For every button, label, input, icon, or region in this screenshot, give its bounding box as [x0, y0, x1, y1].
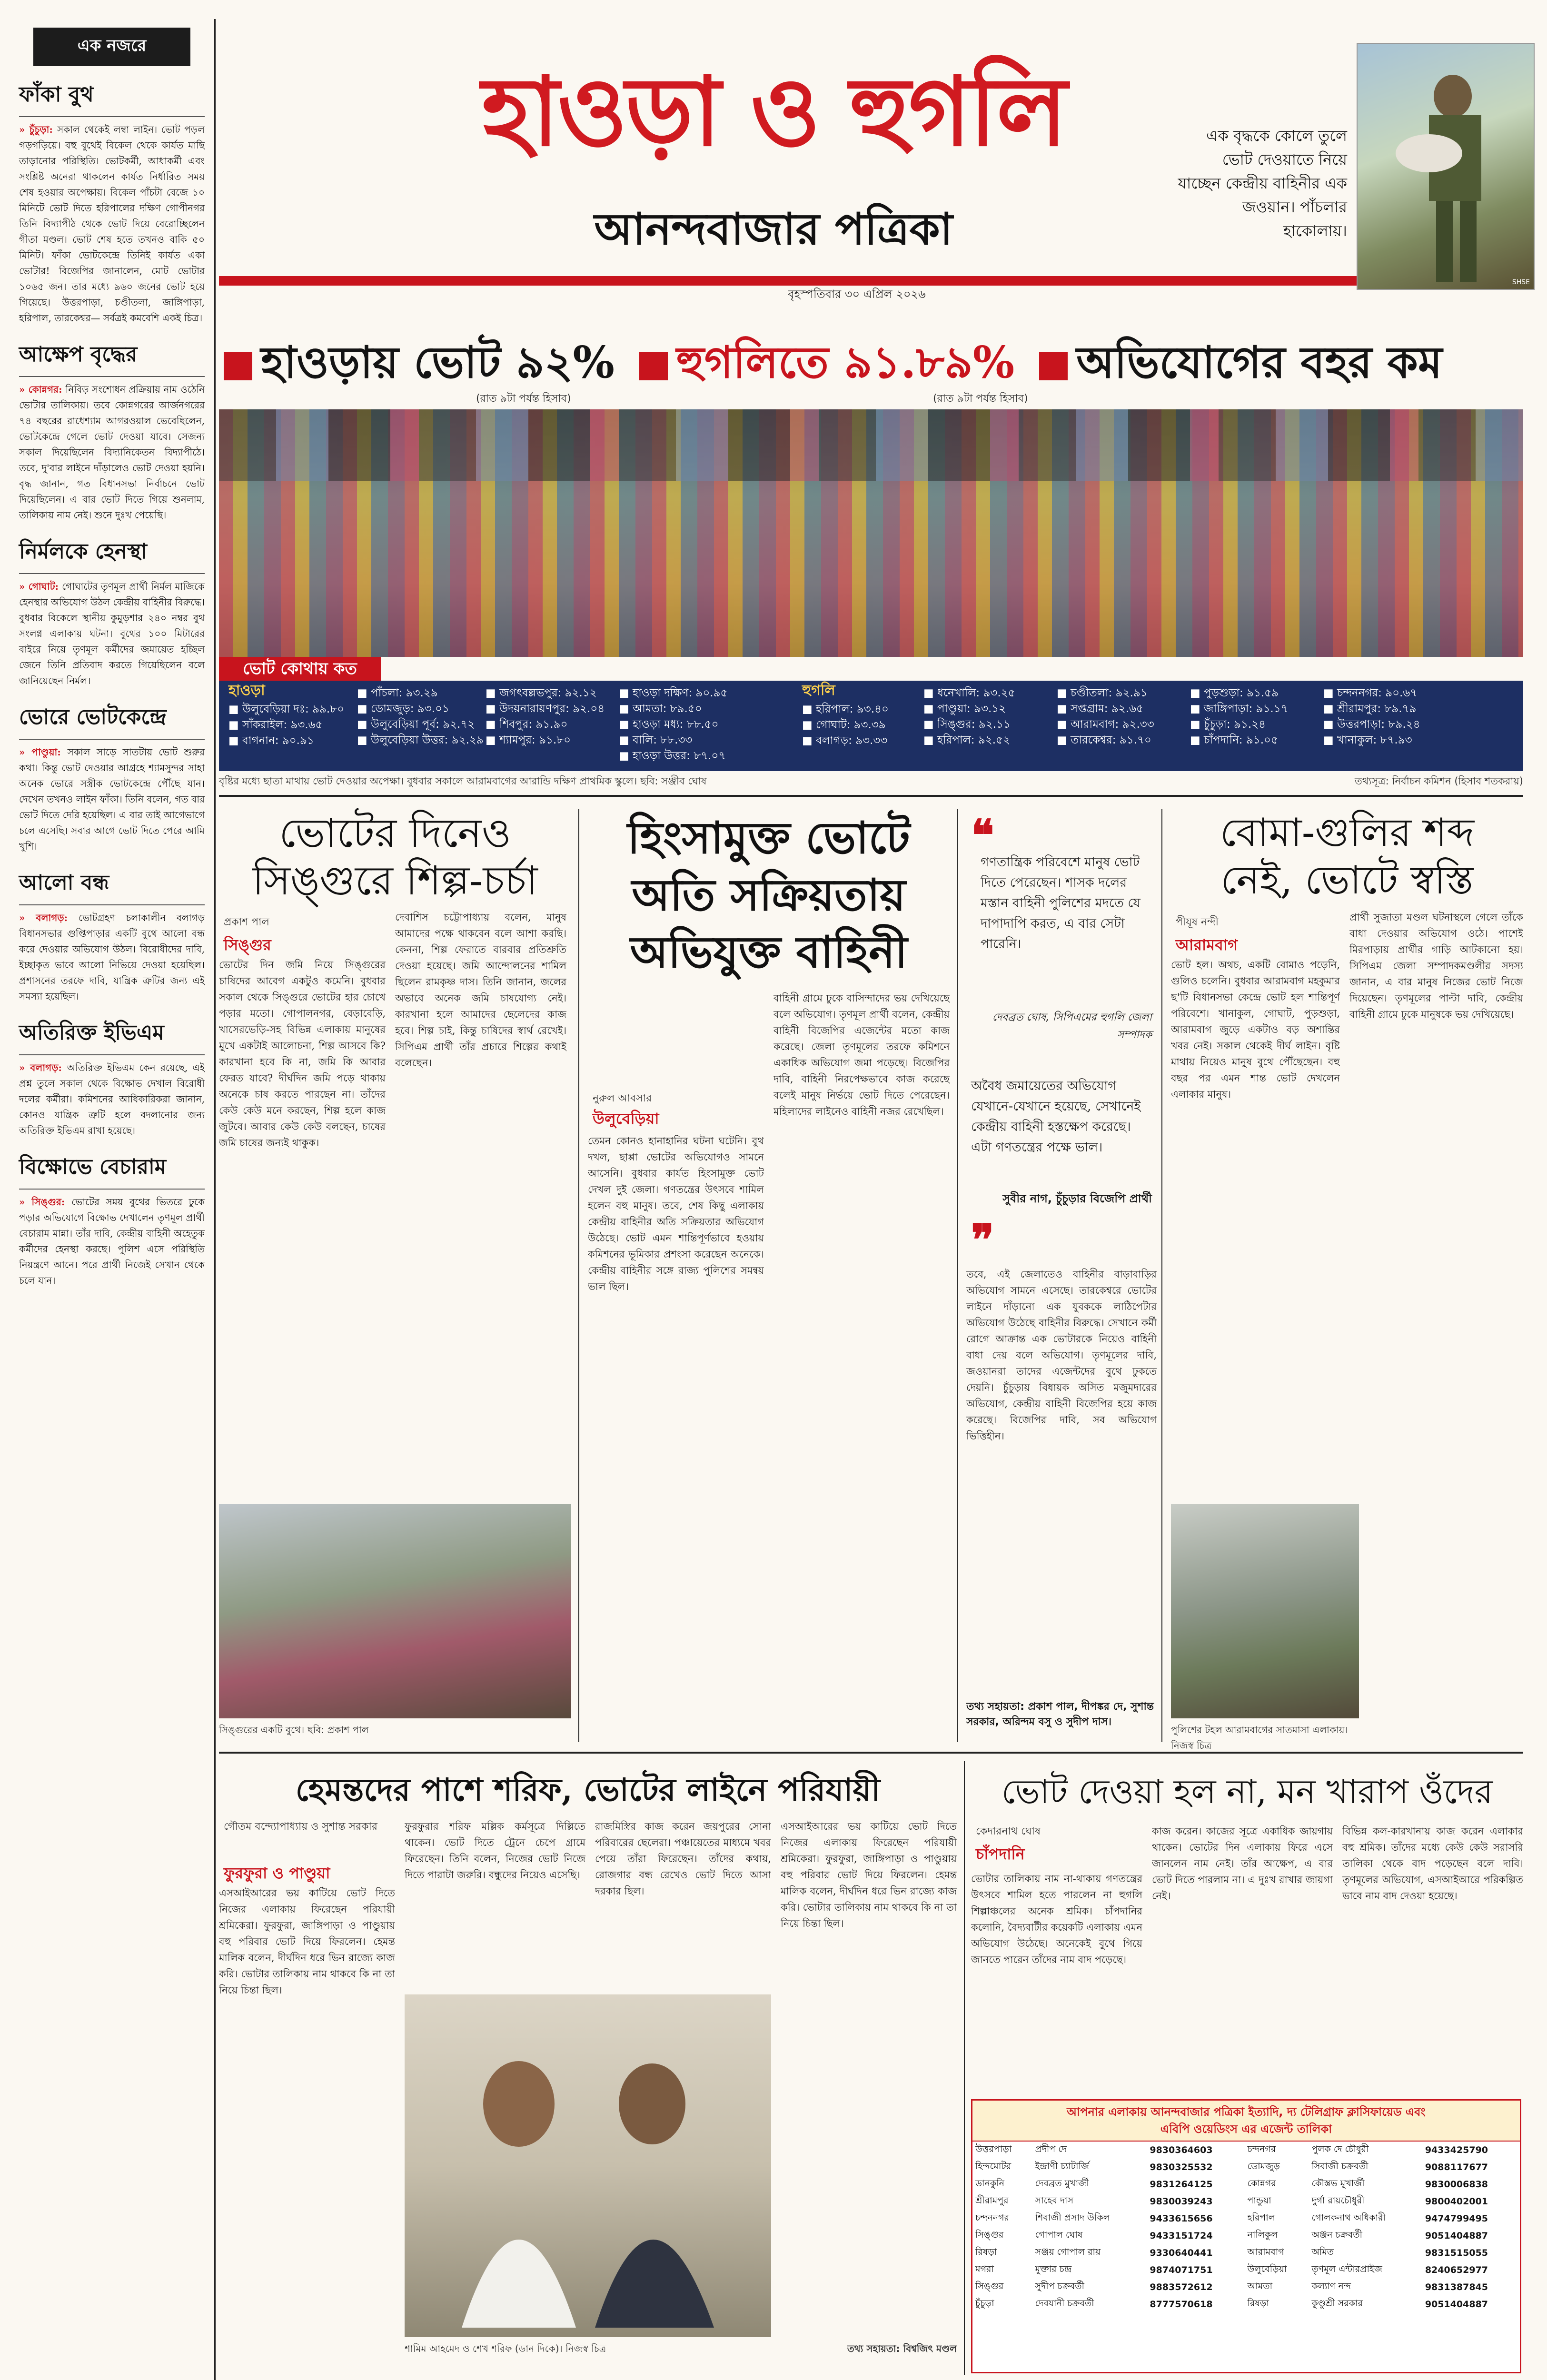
agent-phone: 9831387845: [1425, 2282, 1488, 2292]
sidebar-item-place: » বলাগড়:: [19, 1062, 67, 1073]
quote-close-icon: ❞: [971, 1215, 994, 1265]
story5-body-col1: এসআইআরের ভয় কাটিয়ে ভোট দিতে নিজের এলাকায় ফিরেছেন পরিযায়ী শ্রমিকেরা। ফুরফুরা, জাঙ্গিপাড়া ও পাণ্ডুয়ায় বহু পরিবার ভোট দিয়ে ফিরলেন। হেমন্ত মালিক বলেন, দীর্ঘদিন ধরে ভিন রাজ্যে কাজ করি। ভোটার তালিকায় নাম থাকবে কি না তা নিয়ে চিন্তা ছিল।: [219, 1887, 395, 1996]
story5-photo: [405, 1994, 771, 2337]
result-entry: ■ চাঁপদানি: ৯১.০৫: [1190, 734, 1278, 746]
agent-phone: 9433425790: [1425, 2145, 1488, 2155]
story2-byline: নুরুল আবসার: [593, 1092, 652, 1104]
agent-name: তৃণমূল এন্টারপ্রাইজ: [1311, 2264, 1382, 2274]
agent-phone: 9088117677: [1425, 2162, 1488, 2172]
agent-row: [972, 2210, 1520, 2227]
sidebar-item-body: [19, 382, 205, 523]
story2-headline-line1: হিংসামুক্ত ভোটে: [627, 812, 910, 863]
agent-area: ডানকুনি: [975, 2178, 1004, 2189]
result-entry: ■ আমতা: ৮৯.৫০: [619, 703, 702, 715]
result-entry: ■ চণ্ডীতলা: ৯২.৯১: [1057, 687, 1148, 699]
sidebar-item-heading: আলো বন্ধ: [19, 867, 205, 905]
agent-area: ডোমজুড়: [1247, 2161, 1280, 2172]
agent-phone: 9830364603: [1150, 2145, 1213, 2155]
result-entry: ■ জগৎবল্লভপুর: ৯২.১২: [486, 687, 597, 699]
quote1-text: গণতান্ত্রিক পরিবেশে মানুষ ভোট দিতে পেরেছেন। শাসক দলের মস্তান বাহিনী পুলিশের মদতে যে দাপাদাপি করত, এ বার সেটা পারেনি।: [981, 855, 1140, 952]
result-entry: ■ বাগনান: ৯০.৯১: [228, 734, 314, 747]
agent-name: গোপাল ঘোষ: [1035, 2230, 1083, 2240]
results-column: [357, 685, 484, 748]
top-photo: [1357, 43, 1535, 290]
sidebar-item-text: সকাল সাড়ে সাতটায় ভোট শুরুর কথা। কিন্তু ভোট দেওয়ার আগ্রহে শ্যামসুন্দর সাহা অনেক ভোরে সস্ত্রীক ভোটকেন্দ্রে পৌঁছে যান। দেখেন তখনও লাইন ফাঁকা। তিনি বলেন, গত বার ভোট দিতে দেরি হয়েছিল। এ বার তাই আগেভাগে চলে এসেছি। সবার আগে ভোট দিতে পেরে আমি খুশি।: [19, 746, 205, 852]
result-entry: ■ শ্যামপুর: ৯১.৮০: [486, 734, 571, 746]
agent-row: [972, 2227, 1520, 2244]
story2-place: উলুবেড়িয়া: [593, 1110, 659, 1128]
sidebar-item-place: » সিঙ্গুর:: [19, 1196, 72, 1208]
result-entry: ■ বালি: ৮৮.৩৩: [619, 734, 693, 746]
story2-body-col2: বাহিনী গ্রামে ঢুকে বাসিন্দাদের ভয় দেখিয়েছে বলে অভিযোগ। তৃণমূল প্রার্থী বলেন, কেন্দ্রীয় বাহিনী বিজেপির এজেন্টের মতো কাজ করেছে। জেলা তৃণমূলের তরফে কমিশনে একাধিক অভিযোগ জমা পড়েছে। বিজেপির দাবি, বাহিনী নিরপেক্ষভাবে কাজ করেছে বলেই মানুষ নির্ভয়ে ভোট দিতে পেরেছেন। মহিলাদের লাইনেও বাহিনী নজর রেখেছিল।: [774, 992, 950, 1117]
agent-phone: 9330640441: [1150, 2248, 1213, 2258]
agent-row: [972, 2261, 1520, 2279]
result-entry: ■ উলুবেড়িয়া পূর্ব: ৯২.৭২: [357, 718, 475, 731]
result-entry: ■ হরিপাল: ৯২.৫২: [923, 734, 1010, 746]
agent-phone: 9051404887: [1425, 2299, 1488, 2310]
story2-body-col1: তেমন কোনও হানাহানির ঘটনা ঘটেনি। বুথ দখল, ছাপ্পা ভোটের অভিযোগও সামনে আসেনি। বুধবার কার্যত হিংসামুক্ত ভোট দেখল দুই জেলা। গণতন্ত্রের উৎসবে শামিল হলেন বহু মানুষ। তবে, শেষ কিছু এলাকায় কেন্দ্রীয় বাহিনীর অতি সক্রিয়তার অভিযোগ উঠেছে। ভোট এমন শান্তিপূর্ণভাবে হওয়ায় কমিশনের ভূমিকার প্রশংসা করেছেন অনেকে। কেন্দ্রীয় বাহিনীর সঙ্গে রাজ্য পুলিশের সমন্বয় ভাল ছিল।: [588, 1135, 764, 1292]
agent-name: সিবাজী চক্রবর্তী: [1311, 2161, 1368, 2172]
agent-name: সঞ্জয় গোপাল রায়: [1035, 2247, 1101, 2257]
result-entry: ■ আরামবাগ: ৯২.৩৩: [1057, 718, 1154, 731]
agent-row: [972, 2142, 1520, 2159]
sidebar-item-body: [19, 910, 205, 1004]
masthead-title: হাওড়া ও হুগলি: [481, 56, 1066, 168]
story1-headline: [219, 809, 571, 904]
quote2-text: অবৈধ জমায়েতের অভিযোগ যেখানে-যেখানে হয়েছে, সেখানেই কেন্দ্রীয় বাহিনী হস্তক্ষেপ করেছে। এটা গণতন্ত্রের পক্ষে ভাল।: [971, 1079, 1141, 1155]
results-column: [802, 702, 889, 749]
story6-place: চাঁপদানি: [976, 1845, 1025, 1863]
agent-phone: 9831264125: [1150, 2179, 1213, 2190]
main-headline: [224, 328, 1528, 402]
result-entry: ■ সাঁকরাইল: ৯৩.৬৫: [228, 719, 323, 731]
agent-name: শিবাজী প্রসাদ উকিল: [1035, 2212, 1110, 2223]
story6-byline: কেদারনাথ ঘোষ: [976, 1825, 1041, 1837]
agent-phone: 9830325532: [1150, 2162, 1213, 2172]
result-entry: ■ হরিপাল: ৯৩.৪০: [802, 703, 889, 715]
story3-credit: তথ্য সহায়তা: প্রকাশ পাল, দীপঙ্কর দে, সুশান্ত সরকার, অরিন্দম বসু ও সুদীপ দাস।: [966, 1701, 1154, 1728]
headline-note-hooghly: (রাত ৯টা পর্যন্ত হিসাব): [933, 393, 1028, 405]
masthead-subtitle: আনন্দবাজার পত্রিকা: [594, 203, 953, 255]
agent-area: সিঙ্গুর: [975, 2281, 1004, 2291]
agent-phone: 9800402001: [1425, 2196, 1488, 2207]
agent-row: [972, 2244, 1520, 2261]
headline-hooghly: হুগলিতে ৯১.৮৯%: [676, 337, 1015, 388]
result-entry: ■ উলুবেড়িয়া দঃ: ৯৯.৮০: [228, 703, 345, 715]
sidebar-item-body: [19, 122, 205, 326]
agent-area: সিঙ্গুর: [975, 2230, 1004, 2240]
results-tag: ভোট কোথায় কত: [219, 657, 381, 681]
story4-byline: পীযূষ নন্দী: [1176, 916, 1219, 928]
agent-name: কুণ্ডুশ্রী সরকার: [1311, 2298, 1363, 2309]
agent-area: চন্দননগর: [975, 2212, 1010, 2223]
sidebar-item-text: ভোটগ্রহণ চলাকালীন বলাগড় বিধানসভার গুপ্তিপাড়ার একটি বুথে আলো বন্ধ করে দেওয়ার অভিযোগ উঠল। বিরোধীদের দাবি, ইচ্ছাকৃত ভাবে আলো নিভিয়ে দেওয়া হয়েছিল। প্রশাসনের তরফে দাবি, যান্ত্রিক ত্রুটির জন্য এই সমস্যা হয়েছিল।: [19, 912, 205, 1002]
story1-body-col2: দেবাশিস চট্টোপাধ্যায় বলেন, মানুষ আমাদের পক্ষে থাকবেন বলে আশা করছি। কেননা, শিল্প ফেরাতে বারবার প্রতিশ্রুতি দেওয়া হয়েছে। জমি আন্দোলনের শামিল ছিলেন রামকৃষ্ণ দাস। তিনি জানান, জলের অভাবে অনেক জমি চাষযোগ্য নেই। কারখানা হলে আমাদের ছেলেদের কাজ হবে। শিল্প চাই, কিন্তু চাষিদের স্বার্থ রেখেই। সিপিএম প্রার্থী তাঁর প্রচারে শিল্পের কথাই বলেছেন।: [395, 912, 566, 1069]
result-entry: ■ পাঁচলা: ৯৩.২৯: [357, 687, 438, 699]
column-rule: [957, 809, 958, 1742]
bullet-square: [224, 352, 252, 380]
result-entry: ■ সপ্তগ্রাম: ৯২.৬৫: [1057, 703, 1143, 715]
agent-area: চুঁচুড়া: [975, 2298, 994, 2309]
result-entry: ■ ডোমজুড়: ৯৩.০১: [357, 703, 449, 715]
story4-body-col2: প্রার্থী সুজাতা মণ্ডল ঘটনাস্থলে গেলে তাঁকে বাধা দেওয়ার অভিযোগ ওঠে। পাশেই মিরপাড়ায় প্রার্থীর গাড়ি আটকানো হয়। সিপিএম জেলা সম্পাদকমণ্ডলীর সদস্য জানান, এ বার মানুষ নিজের ভোট নিজে দিয়েছেন। তৃণমূলের পাল্টা দাবি, কেন্দ্রীয় বাহিনী গ্রামে ঢুকে মানুষকে ভয় দেখিয়েছে।: [1349, 912, 1523, 1020]
agent-phone: 9831515055: [1425, 2248, 1488, 2258]
agent-name: অঞ্জন চক্রবর্তী: [1311, 2230, 1362, 2240]
agent-area: চন্দনগর: [1247, 2144, 1276, 2154]
agent-phone: 9433615656: [1150, 2213, 1213, 2224]
story5-body-col4: এসআইআরের ভয় কাটিয়ে ভোট দিতে নিজের এলাকায় ফিরেছেন পরিযায়ী শ্রমিকেরা। ফুরফুরা, জাঙ্গিপাড়া ও পাণ্ডুয়ায় বহু পরিবার ভোট দিয়ে ফিরলেন। হেমন্ত মালিক বলেন, দীর্ঘদিন ধরে ভিন রাজ্যে কাজ করি। ভোটার তালিকায় নাম থাকবে কি না তা নিয়ে চিন্তা ছিল।: [781, 1821, 957, 1929]
story5-headline: হেমন্তদের পাশে শরিফ, ভোটের লাইনে পরিযায়ী: [295, 1771, 881, 1808]
sidebar-item-text: অতিরিক্ত ইভিএম কেন রয়েছে, এই প্রশ্ন তুলে সকাল থেকে বিক্ষোভ দেখাল বিরোধী দলের কর্মীরা। কমিশনের আধিকারিকরা জানান, কোনও যান্ত্রিক ত্রুটি হলে বদলানোর জন্য অতিরিক্ত ইভিএম রাখা হয়েছে।: [19, 1062, 205, 1136]
agent-area: আমতা: [1247, 2281, 1272, 2291]
result-entry: ■ জাঙ্গিপাড়া: ৯১.১৭: [1190, 703, 1288, 715]
agent-area: হিন্দমোটর: [975, 2161, 1012, 2172]
agent-area: নালিকুল: [1247, 2230, 1278, 2240]
result-entry: ■ উলুবেড়িয়া উত্তর: ৯২.২৯: [357, 734, 484, 746]
sidebar-item-place: » বলাগড়:: [19, 912, 79, 923]
story5-place: ফুরফুরা ও পাণ্ডুয়া: [224, 1864, 330, 1882]
story4-headline-line2: নেই, ভোটে স্বস্তি: [1220, 858, 1474, 903]
story2-headline-line3: অভিযুক্ত বাহিনী: [630, 926, 908, 978]
agent-name: সুদীপ চক্রবর্তী: [1035, 2281, 1084, 2291]
sidebar-item-text: সকাল থেকেই লম্বা লাইন। ভোট পড়ল গড়গড়িয়ে। বহু বুথেই বিকেল থেকে কার্যত মাছি তাড়ানোর পরিস্থিতি। ভোটকর্মী, আধাকর্মী এবং সংশ্লিষ্ট অনেরা থাকলেন কার্যত নির্ধারিত সময় শেষ হওয়ার অপেক্ষায়। বিকেল পাঁচটা বেজে ১০ মিনিটে ভোট দিতে হরিপালের দক্ষিণ গোপীনগর তিনি বিদ্যাপীঠ থেকে ভোট দিয়ে বেরোচ্ছিলেন গীতা মণ্ডল। ভোট শেষ হতে তখনও বাকি ৫০ মিনিট। ফাঁকা ভোটকেন্দ্রে তিনিই কার্যত একা ভোটার! বিজেপির জানালেন, মোট ভোটার ১০৬৫ জন। তার মধ্যে ৯৬০ জনের ভোট হয়ে গিয়েছে। উত্তরপাড়া, চণ্ডীতলা, জাঙ্গিপাড়া, হরিপাল, তারকেশ্বর— সর্বত্রই কমবেশি একই চিত্র।: [19, 124, 205, 324]
result-entry: ■ হাওড়া মধ্য: ৮৮.৫০: [619, 718, 719, 731]
main-photo-umbrellas: [219, 409, 1523, 481]
agent-area: কোন্নগর: [1247, 2178, 1276, 2189]
sidebar-item-heading: বিক্ষোভে বেচারাম: [19, 1151, 205, 1190]
result-entry: ■ চুঁচুড়া: ৯১.২৪: [1190, 718, 1266, 731]
agent-area: আরামবাগ: [1247, 2247, 1284, 2257]
agent-phone: 9051404887: [1425, 2231, 1488, 2241]
agent-area: শ্রীরামপুর: [975, 2195, 1009, 2206]
agent-area: রিষড়া: [975, 2247, 997, 2257]
headline-howrah: হাওড়ায় ভোট ৯২%: [261, 337, 615, 388]
sidebar-item-heading: অতিরিক্ত ইভিএম: [19, 1017, 205, 1055]
result-entry: ■ বলাগড়: ৯৩.৩৩: [802, 734, 888, 747]
results-column: [486, 685, 605, 748]
story4-headline-line1: বোমা-গুলির শব্দ: [1220, 810, 1475, 855]
story4-place: আরামবাগ: [1176, 936, 1238, 954]
agent-phone: 9433151724: [1150, 2231, 1213, 2241]
results-hooghly-label: হুগলি: [802, 682, 835, 699]
story1-body-col1: ভোটের দিন জমি নিয়ে সিঙ্গুরের চাষিদের আবেগ একটুও কমেনি। বুধবার সকাল থেকে সিঙ্গুরে ভোটের হার চোখে পড়ার মতো। গোপালনগর, বেড়াবেড়ি, খাসেরভেড়ি-সহ বিভিন্ন এলাকায় মানুষের মুখে একটাই আলোচনা, শিল্প আসবে কি? কারখানা হবে কি না, জমি কি আবার ফেরত যাবে? দীর্ঘদিন জমি পড়ে থাকায় অনেকে চাষ করতে পারছেন না। তাঁদের কেউ কেউ মনে করছেন, শিল্প হলে কাজ জুটবে। আবার কেউ কেউ বলছেন, চাষের জমি চাষের জন্যই থাকুক।: [219, 959, 386, 1149]
story1-place: সিঙ্গুর: [224, 936, 271, 954]
story5-body-col3: রাজমিস্ত্রির কাজ করেন জয়পুরের সোনা পরিবারের ছেলেরা। পঞ্চায়েতের মাধ্যমে খবর পেয়ে তাঁরা ফিরেছেন। তাঁদের কথায়, রোজগার বন্ধ রেখেও ভোট দিতে আসা দরকার ছিল।: [595, 1821, 771, 1897]
result-entry: ■ তারকেশ্বর: ৯১.৭০: [1057, 734, 1151, 746]
agent-name: কৌস্তভ মুখার্জী: [1311, 2178, 1365, 2189]
story5-credit: তথ্য সহায়তা: বিশ্বজিৎ মণ্ডল: [847, 2343, 957, 2354]
agent-phone: 9830039243: [1150, 2196, 1213, 2207]
agent-area: উত্তরপাড়া: [975, 2144, 1012, 2154]
agent-area: পান্ডুয়া: [1247, 2195, 1271, 2206]
agent-name: কল্যাণ নন্দ: [1311, 2281, 1351, 2291]
sidebar-list: [19, 79, 205, 1289]
story1-caption: সিঙ্গুরের একটি বুথে। ছবি: প্রকাশ পাল: [219, 1724, 369, 1735]
sidebar-item-place: » কোন্নগর:: [19, 384, 66, 395]
result-entry: ■ শিবপুর: ৯১.৯০: [486, 718, 568, 731]
result-entry: ■ উত্তরপাড়া: ৮৯.২৪: [1323, 718, 1420, 731]
agent-name: দেবযানী চক্রবর্তী: [1035, 2298, 1094, 2309]
sidebar-tag: এক নজরে: [33, 28, 190, 66]
headline-complaints: অভিযোগের বহর কম: [1076, 337, 1442, 388]
story4-body-col1: ভোট হল। অথচ, একটি বোমাও পড়েনি, গুলিও চলেনি। বুধবার আরামবাগ মহকুমার ছ'টি বিধানসভা কেন্দ্রে ভোট হল শান্তিপূর্ণ পরিবেশে। খানাকুল, গোঘাট, পুড়শুড়া, আরামবাগ জুড়ে একটাও বড় অশান্তির খবর নেই। সকাল থেকেই দীর্ঘ লাইন। বৃষ্টি মাথায় নিয়েও মানুষ বুথে পৌঁছেছেন। বহু বছর পর এমন শান্ত ভোট দেখলেন এলাকার মানুষ।: [1171, 959, 1340, 1100]
results-column: [619, 685, 727, 764]
agent-phone: 9474799495: [1425, 2213, 1488, 2224]
agent-phone: 9883572612: [1150, 2282, 1213, 2292]
photo-code: SHSE: [1512, 278, 1530, 286]
results-column: [1057, 685, 1154, 748]
sidebar: [19, 19, 216, 2380]
result-entry: ■ হাওড়া উত্তর: ৮৭.০৭: [619, 750, 726, 762]
story6-headline: ভোট দেওয়া হল না, মন খারাপ ওঁদের: [1001, 1772, 1493, 1811]
agent-area: হরিপাল: [1247, 2212, 1275, 2223]
results-howrah-label: হাওড়া: [228, 682, 265, 699]
agent-phone: 8777570618: [1150, 2299, 1213, 2310]
results-source: তথ্যসূত্র: নির্বাচন কমিশন (হিসাব শতকরায়): [1355, 775, 1523, 787]
result-entry: ■ পাণ্ডুয়া: ৯৩.১২: [923, 703, 1006, 715]
result-entry: ■ খানাকুল: ৮৭.৯৩: [1323, 734, 1412, 746]
column-rule: [1161, 809, 1162, 1742]
sidebar-item-heading: আক্ষেপ বৃদ্ধের: [19, 338, 205, 377]
sidebar-item-body: [19, 1060, 205, 1139]
bullet-square: [1039, 352, 1068, 380]
results-column: [228, 702, 344, 749]
section-divider: [219, 1752, 1523, 1754]
agent-name: মুক্তার চন্দ্র: [1035, 2264, 1072, 2274]
quote1-author: দেবব্রত ঘোষ, সিপিএমের হুগলি জেলা সম্পাদক: [992, 1012, 1152, 1041]
quote2-author: সুবীর নাগ, চুঁচুড়ার বিজেপি প্রার্থী: [1002, 1192, 1152, 1205]
column-rule: [578, 809, 579, 1742]
section-divider: [219, 795, 1523, 797]
result-entry: ■ উদয়নারায়ণপুর: ৯২.০৪: [486, 703, 605, 715]
agent-name: দুর্গা রায়চৌধুরী: [1311, 2195, 1365, 2206]
story6-body-col1: ভোটার তালিকায় নাম না-থাকায় গণতন্ত্রের উৎসবে শামিল হতে পারলেন না হুগলি শিল্পাঞ্চলের অনেক শ্রমিক। চাঁপদানির কলোনি, বৈদ্যবাটীর কয়েকটি এলাকায় এমন অভিযোগ উঠেছে। অনেকেই বুথে গিয়ে জানতে পারেন তাঁদের নাম বাদ পড়েছে।: [971, 1873, 1142, 1965]
agent-area: উলুবেড়িয়া: [1247, 2264, 1287, 2274]
results-column: [1323, 685, 1420, 748]
agent-list-title-line2: এবিপি ওয়েডিংস এর এজেন্ট তালিকা: [1160, 2122, 1332, 2136]
story5-caption: শামিম আহমেদ ও শেখ শরিফ (ডান দিকে)। নিজস্ব চিত্র: [405, 2343, 606, 2354]
results-box: [219, 681, 1523, 771]
story2-headline-line2: অতি সক্রিয়তায়: [632, 869, 906, 921]
agent-name: ইন্দ্রাণী চ্যাটার্জি: [1035, 2161, 1089, 2172]
sidebar-item-heading: ফাঁকা বুথ: [19, 79, 205, 117]
dateline: বৃহস্পতিবার ৩০ এপ্রিল ২০২৬: [788, 288, 926, 301]
results-column: [923, 685, 1015, 748]
agent-row: [972, 2296, 1520, 2313]
agent-area: মগরা: [975, 2264, 994, 2274]
story4-photo: [1171, 1504, 1359, 1718]
agent-area: রিষড়া: [1247, 2298, 1269, 2309]
agent-list-box: [971, 2099, 1521, 2373]
agent-table: [972, 2142, 1520, 2313]
story1-byline: প্রকাশ পাল: [224, 916, 269, 928]
sidebar-item-body: [19, 579, 205, 689]
story6-body-col3: বিভিন্ন কল-কারখানায় কাজ করেন এলাকার বহু শ্রমিক। তাঁদের মধ্যে কেউ কেউ সরাসরি তালিকা থেকে বাদ পড়েছেন বলে দাবি। তৃণমূলের অভিযোগ, এসআইআরে পরিকল্পিত ভাবে নাম বাদ দেওয়া হয়েছে।: [1342, 1825, 1523, 1902]
story3-body: তবে, এই জেলাতেও বাহিনীর বাড়াবাড়ির অভিযোগ সামনে এসেছে। তারকেশ্বরে ভোটের লাইনে দাঁড়ানো এক যুবককে লাঠিপেটার অভিযোগ উঠেছে বাহিনীর বিরুদ্ধে। সেখানে কর্মী রোগে আক্রান্ত এক ভোটারকে নিয়েও বাহিনী বাধা দেয় বলে অভিযোগ। তৃণমূলের দাবি, জওয়ানরা তাদের এজেন্টদের বুথে ঢুকতে দেয়নি। চুঁচুড়ায় বিধায়ক অসিত মজুমদারের অভিযোগ, কেন্দ্রীয় বাহিনী বিজেপির হয়ে কাজ করেছে। বিজেপির দাবি, সব অভিযোগ ভিত্তিহীন।: [966, 1269, 1157, 1442]
agent-list-title: [972, 2101, 1520, 2142]
agent-phone: 9830006838: [1425, 2179, 1488, 2190]
agent-row: [972, 2176, 1520, 2193]
sidebar-item-place: » গোঘাট:: [19, 581, 62, 592]
sidebar-item-body: [19, 744, 205, 854]
sidebar-item-heading: ভোরে ভোটকেন্দ্রে: [19, 701, 205, 740]
column-rule: [964, 1761, 965, 2375]
story5-byline: গৌতম বন্দ্যোপাধ্যায় ও সুশান্ত সরকার: [224, 1821, 377, 1833]
story6-body-col2: কাজ করেন। কাজের সূত্রে একাধিক জায়গায় থাকেন। ভোটের দিন এলাকায় ফিরে এসে জানলেন নাম নেই। তাঁর আক্ষেপ, এ বার ভোট দিতে পারলাম না। এ দুঃখ রাখার জায়গা নেই।: [1152, 1825, 1333, 1902]
story5-body-col2: ফুরফুরার শরিফ মল্লিক কর্মসূত্রে দিল্লিতে থাকেন। ভোট দিতে ট্রেনে চেপে গ্রামে ফিরেছেন। তিনি বলেন, নিজের ভোট নিজে দিতে পারাটা জরুরি। বন্ধুদের নিয়েও এসেছি।: [405, 1821, 585, 1881]
two-men-portrait-image: [405, 1994, 771, 2337]
agent-name: পুলক দে চৌধুরী: [1311, 2144, 1369, 2154]
agent-name: গোলকনাথ অধিকারী: [1311, 2212, 1386, 2223]
result-entry: ■ গোঘাট: ৯৩.৩৯: [802, 719, 886, 731]
agent-name: সাহেব দাস: [1035, 2195, 1073, 2206]
results-column: [1190, 685, 1288, 748]
agent-phone: 9874071751: [1150, 2265, 1213, 2275]
sidebar-item-heading: নির্মলকে হেনস্থা: [19, 536, 205, 574]
agent-name: দেবব্রত মুখার্জী: [1035, 2178, 1089, 2189]
result-entry: ■ সিঙ্গুর: ৯২.১১: [923, 718, 1011, 731]
story1-headline-line1: ভোটের দিনেও: [279, 810, 511, 856]
agent-row: [972, 2159, 1520, 2176]
story4-headline: [1171, 809, 1523, 904]
agent-name: প্রদীপ দে: [1035, 2144, 1067, 2154]
story2-headline: [588, 809, 950, 981]
headline-note-howrah: (রাত ৯টা পর্যন্ত হিসাব): [476, 393, 571, 405]
agent-name: অমিত: [1311, 2247, 1334, 2257]
story1-photo: [219, 1504, 571, 1718]
agent-row: [972, 2279, 1520, 2296]
agent-list-title-line1: আপনার এলাকায় আনন্দবাজার পত্রিকা ইত্যাদি, দ্য টেলিগ্রাফ ক্লাসিফায়েড এবং: [1067, 2105, 1426, 2119]
dateline-bar: [219, 276, 1523, 286]
result-entry: ■ পুড়শুড়া: ৯১.৫৯: [1190, 687, 1279, 699]
sidebar-item-text: ভোটের সময় বুথের ভিতরে ঢুকে পড়ার অভিযোগে বিক্ষোভ দেখালেন তৃণমূল প্রার্থী বেচারাম মান্না। তাঁর দাবি, কেন্দ্রীয় বাহিনী অহেতুক কর্মীদের হেনস্থা করছে। পুলিশ এসে পরিস্থিতি নিয়ন্ত্রণে আনে। পরে প্রার্থী নিজেই সেখান থেকে চলে যান।: [19, 1196, 205, 1286]
sidebar-item-text: নিবিড় সংশোধন প্রক্রিয়ায় নাম ওঠেনি ভোটার তালিকায়। তবে কোন্নগরের আর্জনগরের ৭৪ বছরের রাধেশ্যাম আগরওয়াল ভেবেছিলেন, ভোটকেন্দ্রে গেলে ভোট দেওয়া যাবে। সেজন্য সকাল দিয়েছিলেন বিদ্যানিকেতন বিদ্যাপীঠে। তবে, দু'বার লাইনে দাঁড়ালেও ভোট দেওয়া হয়নি। বৃদ্ধ জানান, গত বিধানসভা নির্বাচনে ভোট দিয়েছিলেন। এ বার ভোট দিতে গিয়ে শুনলাম, তালিকায় নাম নেই। শুনে দুঃখ পেয়েছি।: [19, 384, 205, 521]
story1-headline-line2: সিঙ্গুরে শিল্প-চর্চা: [252, 857, 538, 904]
result-entry: ■ ধনেখালি: ৯৩.২৫: [923, 687, 1015, 699]
result-entry: ■ হাওড়া দক্ষিণ: ৯০.৯৫: [619, 687, 728, 699]
story4-caption: পুলিশের টহল আরামবাগের সাতমাসা এলাকায়। নিজস্ব চিত্র: [1171, 1724, 1348, 1751]
sidebar-item-body: [19, 1194, 205, 1289]
sidebar-item-text: গোঘাটের তৃণমূল প্রার্থী নির্মল মাজিকে হেনস্থার অভিযোগ উঠল কেন্দ্রীয় বাহিনীর বিরুদ্ধে। বুধবার বিকেলে স্থানীয় কুমুড়শার ২৪০ নম্বর বুথ সংলগ্ন এলাকায় ঘটনা। বুথের ১০০ মিটারের বাইরে নিয়ে তৃণমূল কর্মীদের জমায়েত হচ্ছিল জেনে তিনি প্রতিবাদ করতে গিয়েছিলেন বলে জানিয়েছেন নির্মল।: [19, 581, 205, 686]
sidebar-item-place: » পাণ্ডুয়া:: [19, 746, 68, 758]
main-photo-caption: বৃষ্টির মধ্যে ছাতা মাথায় ভোট দেওয়ার অপেক্ষা। বুধবার সকালে আরামবাগের আরান্ডি দক্ষিণ প্রাথমিক স্কুলে। ছবি: সঞ্জীব ঘোষ: [219, 775, 707, 787]
result-entry: ■ শ্রীরামপুর: ৮৯.৭৯: [1323, 703, 1417, 715]
quote-open-icon: ❝: [971, 810, 994, 861]
sidebar-item-place: » চুঁচুড়া:: [19, 124, 58, 135]
soldier-carrying-elder-image: [1358, 44, 1534, 289]
top-photo-caption: এক বৃদ্ধকে কোলে তুলে ভোট দেওয়াতে নিয়ে যাচ্ছেন কেন্দ্রীয় বাহিনীর এক জওয়ান। পাঁচলার হাকোলায়।: [1178, 127, 1347, 240]
bullet-square: [639, 352, 668, 380]
agent-phone: 8240652977: [1425, 2265, 1488, 2275]
agent-row: [972, 2193, 1520, 2210]
result-entry: ■ চন্দননগর: ৯০.৬৭: [1323, 687, 1418, 699]
